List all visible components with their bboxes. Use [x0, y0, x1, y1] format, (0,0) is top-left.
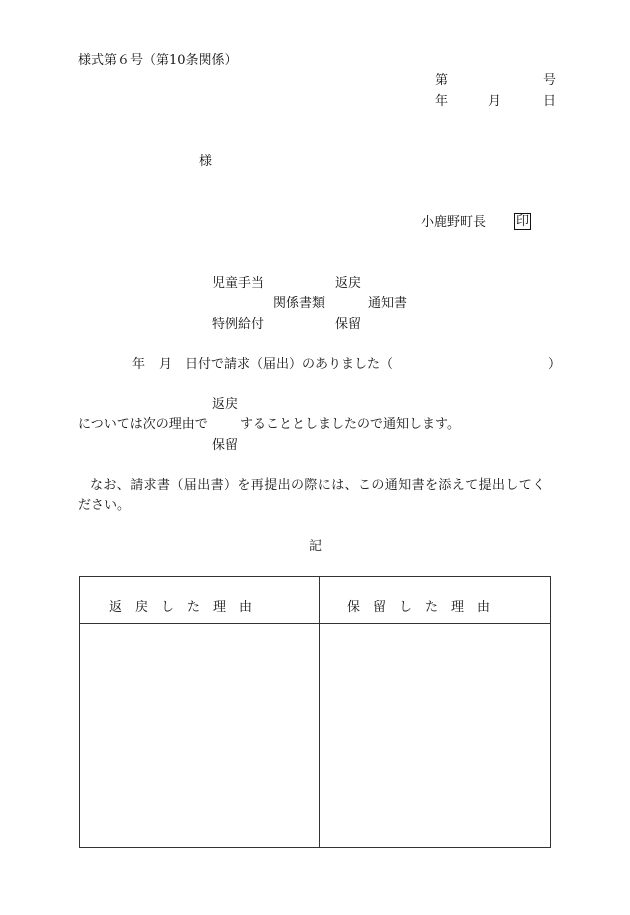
reason-suffix: することとしましたので通知します。: [240, 417, 460, 432]
hold-reason-cell[interactable]: [320, 624, 550, 847]
date-line-close: ）: [548, 357, 562, 372]
record-heading: 記: [309, 539, 323, 554]
issue-date-year: 年: [435, 94, 449, 109]
return-reason-cell[interactable]: [80, 624, 318, 847]
option-return: 返戻: [212, 397, 239, 412]
return-reason-header: 返戻した理由: [109, 600, 266, 615]
reason-prefix: については次の理由で: [78, 417, 208, 432]
subject-line2-right: 通知書: [368, 296, 408, 311]
issue-number-prefix: 第: [435, 73, 449, 88]
issue-number-suffix: 号: [543, 73, 557, 88]
option-hold: 保留: [212, 438, 239, 453]
subject-line1-left: 児童手当: [212, 276, 265, 291]
hold-reason-header: 保留した理由: [347, 600, 504, 615]
subject-line2-left: 関係書類: [273, 296, 326, 311]
date-line-text: 日付で請求（届出）のありました（: [185, 357, 394, 372]
date-line-month: 月: [159, 357, 173, 372]
issue-date-month: 月: [488, 94, 502, 109]
note-line1: なお、請求書（届出書）を再提出の際には、この通知書を添えて提出してく: [90, 478, 546, 493]
reasons-table: [79, 576, 551, 848]
subject-line3-right: 保留: [335, 317, 362, 332]
issuer-title: 小鹿野町長: [421, 215, 487, 230]
subject-line3-left: 特例給付: [212, 317, 265, 332]
note-line2: ださい。: [78, 498, 131, 513]
addressee-suffix: 様: [199, 154, 213, 169]
form-label: 様式第６号（第10条関係）: [78, 53, 238, 68]
issuer-seal: 印: [516, 214, 530, 229]
date-line-year: 年: [132, 357, 146, 372]
subject-line1-right: 返戻: [335, 276, 362, 291]
issue-date-day: 日: [543, 94, 557, 109]
